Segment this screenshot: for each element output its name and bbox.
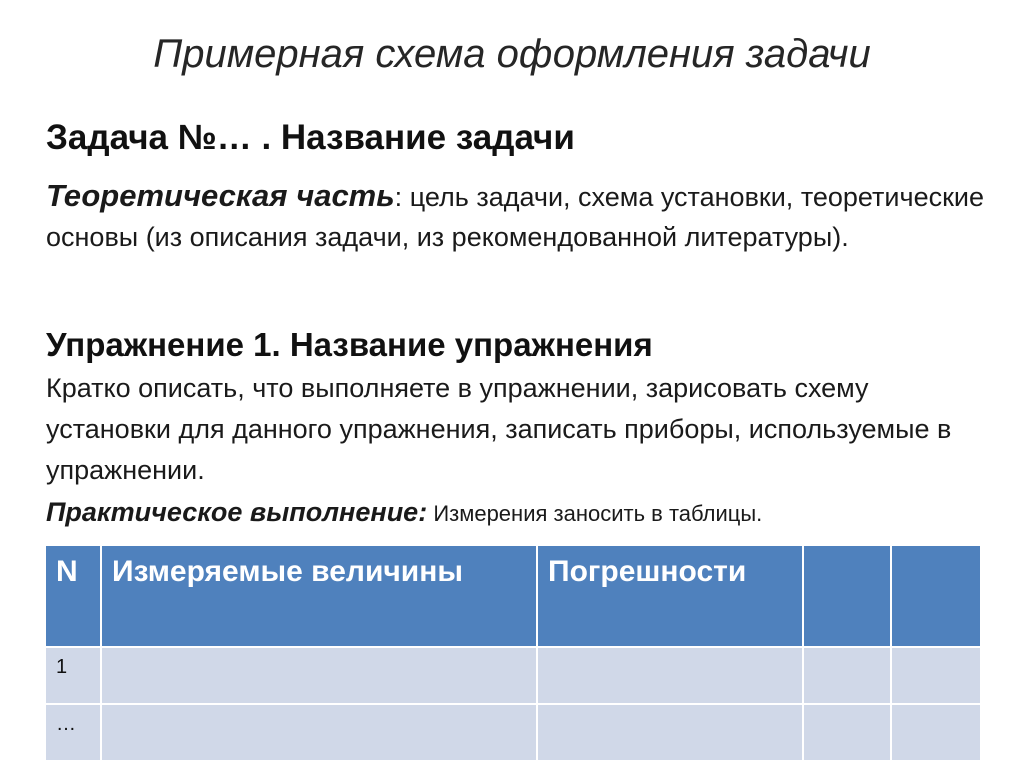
table-row bbox=[45, 704, 981, 761]
theory-paragraph bbox=[46, 176, 984, 257]
header-cell-measured-quantities: Измеряемые величины bbox=[101, 545, 537, 647]
theory-text: цель задачи, схема установки, теоретические основы (из описания задачи, из рекомендованной литературы). bbox=[46, 182, 984, 252]
table-header-row bbox=[45, 545, 981, 647]
table-cell bbox=[803, 647, 891, 704]
header-cell-empty-4 bbox=[803, 545, 891, 647]
table-cell bbox=[803, 704, 891, 761]
table-cell-number: 1 bbox=[45, 647, 101, 704]
task-heading: Задача №… . Название задачи bbox=[46, 118, 575, 157]
table-cell bbox=[101, 704, 537, 761]
exercise-description: Кратко описать, что выполняете в упражнении, зарисовать схему установки для данного упражнения, записать приборы, используемые в упражнении. bbox=[46, 373, 952, 485]
header-cell-empty-5 bbox=[891, 545, 981, 647]
measurements-table bbox=[44, 544, 982, 762]
exercise-heading: Упражнение 1. Название упражнения bbox=[46, 326, 653, 363]
practical-text: Измерения заносить в таблицы. bbox=[427, 501, 763, 526]
table-cell bbox=[101, 647, 537, 704]
table-cell-number: … bbox=[45, 704, 101, 761]
theory-colon: : bbox=[394, 182, 403, 212]
header-cell-number: N bbox=[45, 545, 101, 647]
practical-line bbox=[46, 494, 1006, 535]
slide-title: Примерная схема оформления задачи bbox=[153, 32, 871, 76]
header-cell-errors: Погрешности bbox=[537, 545, 803, 647]
practical-label: Практическое выполнение: bbox=[46, 497, 428, 527]
table-row bbox=[45, 647, 981, 704]
table-cell bbox=[891, 647, 981, 704]
theory-label: Теоретическая часть bbox=[46, 178, 395, 213]
table-cell bbox=[891, 704, 981, 761]
table-cell bbox=[537, 704, 803, 761]
table-cell bbox=[537, 647, 803, 704]
